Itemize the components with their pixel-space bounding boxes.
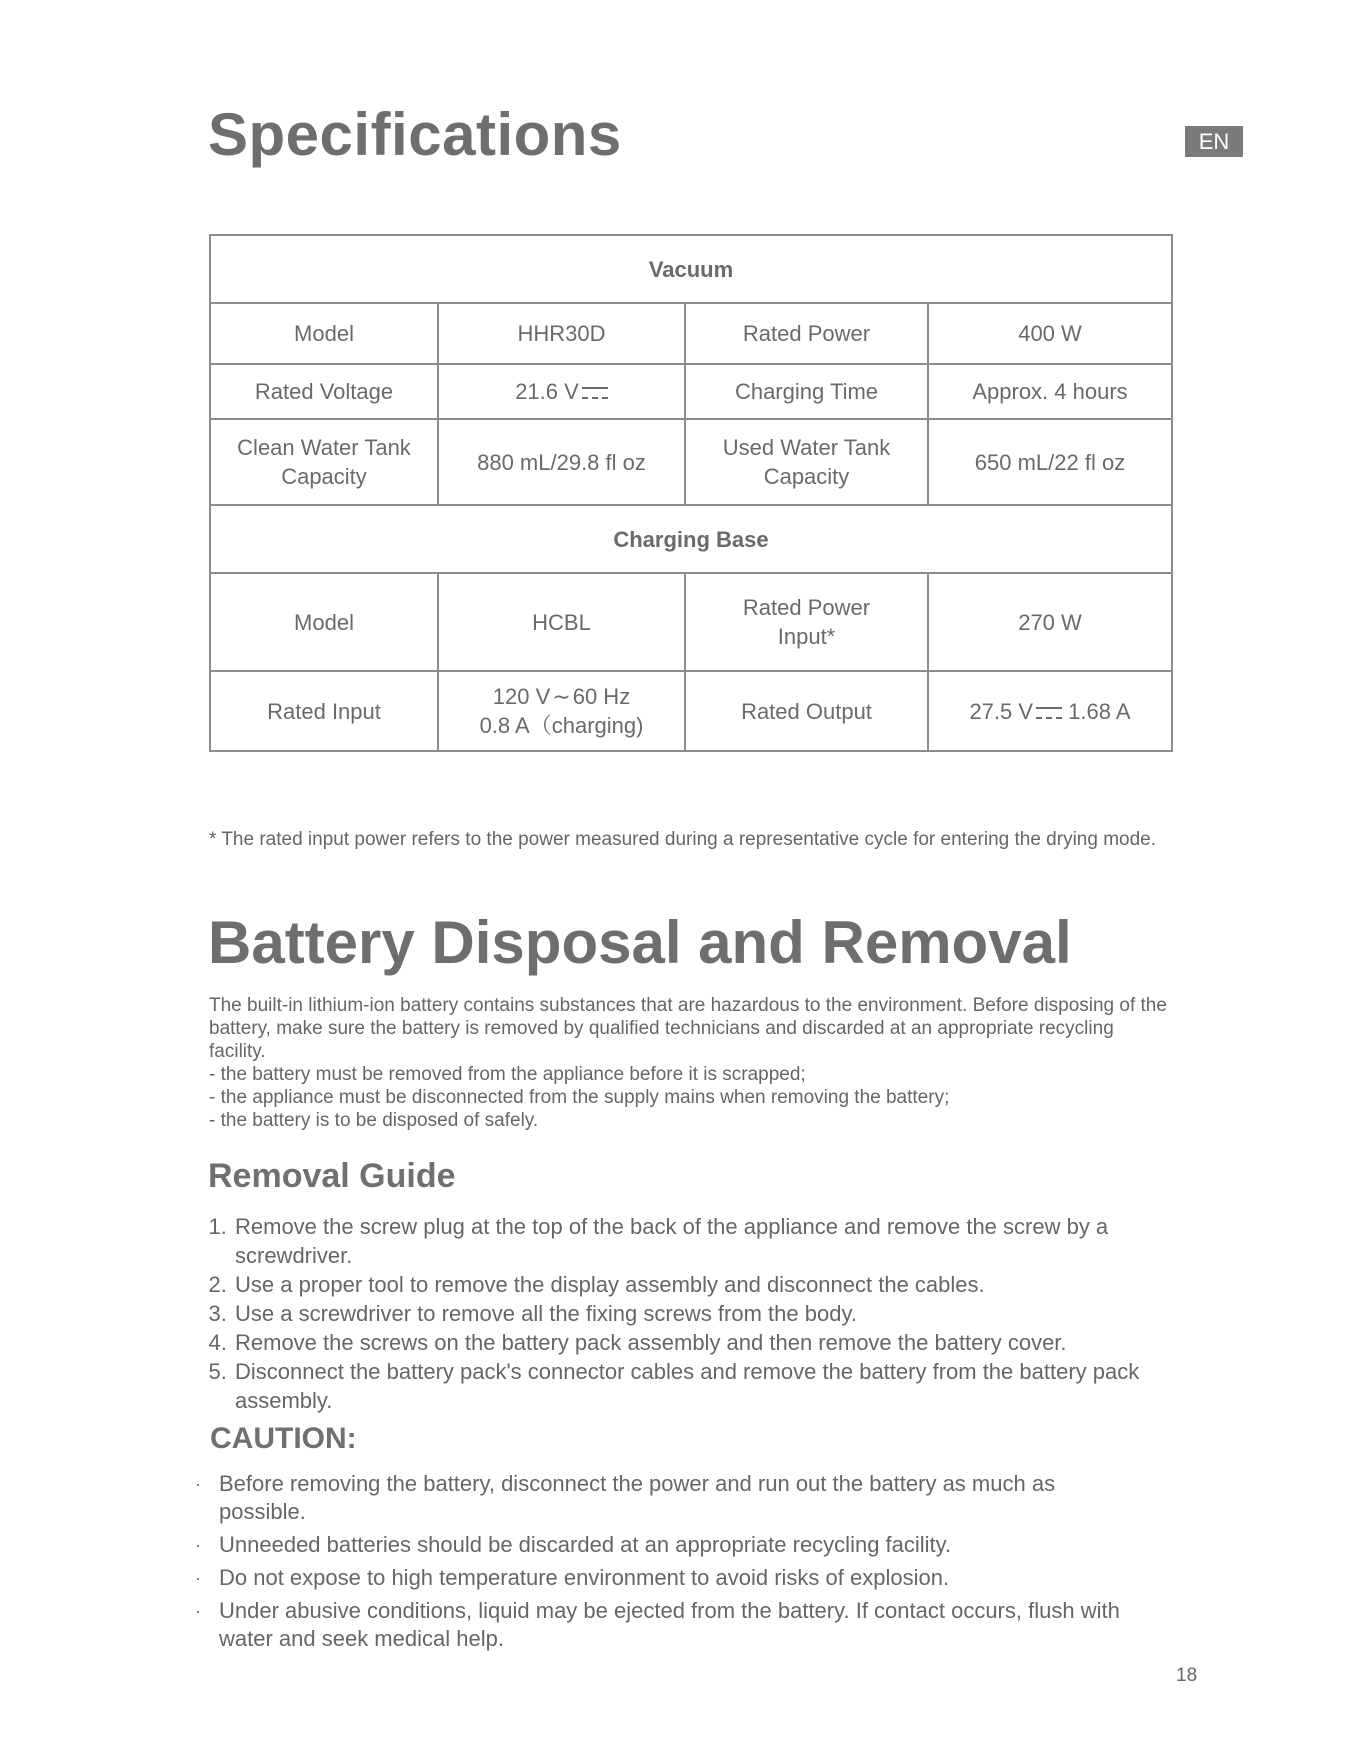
- rated-output-voltage: 27.5 V: [969, 698, 1034, 724]
- page-number: 18: [1176, 1665, 1198, 1686]
- bullet-icon: ·: [195, 1568, 201, 1588]
- caution-title: CAUTION:: [210, 1422, 357, 1455]
- page-title: Specifications: [208, 101, 622, 168]
- bullet-icon: ·: [195, 1535, 201, 1555]
- table-cell: Clean Water Tank Capacity: [210, 419, 438, 505]
- caution-list: [195, 1470, 1135, 1658]
- paragraph: The built-in lithium-ion battery contains substances that are hazardous to the environment. Before disposing of the battery, make sure the battery is removed by qualified technicians and discarded at an appropriate recycling facility.: [209, 995, 1167, 1062]
- bullet-icon: ·: [195, 1474, 201, 1494]
- table-cell: Rated Input: [210, 671, 438, 751]
- list-item: [195, 1531, 1135, 1559]
- table-cell: Rated Power Input*: [685, 573, 928, 671]
- table-cell: HCBL: [438, 573, 685, 671]
- table-cell: 270 W: [928, 573, 1172, 671]
- caution-text: Before removing the battery, disconnect the power and run out the battery as much as possible.: [219, 1471, 1056, 1524]
- dc-symbol-icon: [1036, 707, 1062, 719]
- list-item: [195, 1564, 1135, 1592]
- table-cell: 400 W: [928, 303, 1172, 364]
- rated-input-voltage: 120 V: [492, 684, 551, 709]
- table-cell: Rated Voltage: [210, 364, 438, 419]
- section-title-battery-disposal: Battery Disposal and Removal: [208, 909, 1072, 976]
- section-title-removal-guide: Removal Guide: [208, 1157, 456, 1195]
- table-row: [210, 364, 1172, 419]
- paragraph: - the battery is to be disposed of safely.: [209, 1110, 539, 1131]
- table-cell: HHR30D: [438, 303, 685, 364]
- table-cell: 650 mL/22 fl oz: [928, 419, 1172, 505]
- footnote: * The rated input power refers to the power measured during a representative cycle for entering the drying mode.: [209, 829, 1157, 850]
- table-cell: [438, 364, 685, 419]
- table-cell: [928, 671, 1172, 751]
- table-cell: Model: [210, 303, 438, 364]
- table-row: [210, 303, 1172, 364]
- table-cell: Rated Power: [685, 303, 928, 364]
- removal-steps-list: [209, 1212, 1183, 1415]
- caution-text: Unneeded batteries should be discarded at an appropriate recycling facility.: [219, 1532, 952, 1557]
- charging-base-section-header: Charging Base: [210, 505, 1172, 573]
- table-cell: Approx. 4 hours: [928, 364, 1172, 419]
- caution-text: Under abusive conditions, liquid may be ejected from the battery. If contact occurs, flush with water and seek medical help.: [219, 1598, 1120, 1651]
- voltage-value: 21.6 V: [515, 379, 579, 404]
- specifications-table: [209, 234, 1173, 752]
- disposal-text: [209, 994, 1169, 1132]
- list-item: 1. Remove the screw plug at the top of the back of the appliance and remove the screw by a screwdriver.: [233, 1212, 1183, 1270]
- table-row: [210, 419, 1172, 505]
- table-cell: [438, 671, 685, 751]
- table-cell: Model: [210, 573, 438, 671]
- table-row: [210, 573, 1172, 671]
- table-cell: Rated Output: [685, 671, 928, 751]
- list-item: [195, 1597, 1135, 1653]
- list-item: 2. Use a proper tool to remove the display assembly and disconnect the cables.: [233, 1270, 1183, 1299]
- dc-symbol-icon: [582, 387, 608, 399]
- caution-text: Do not expose to high temperature environment to avoid risks of explosion.: [219, 1565, 950, 1590]
- table-cell: 880 mL/29.8 fl oz: [438, 419, 685, 505]
- vacuum-section-header: Vacuum: [210, 235, 1172, 303]
- paragraph: - the battery must be removed from the appliance before it is scrapped;: [209, 1064, 806, 1085]
- rated-input-current: 0.8 A（charging): [479, 713, 644, 738]
- table-cell: Charging Time: [685, 364, 928, 419]
- bullet-icon: ·: [195, 1601, 201, 1621]
- ac-symbol-icon: ∼: [552, 684, 571, 709]
- rated-output-current: 1.68 A: [1068, 698, 1131, 724]
- rated-input-frequency: 60 Hz: [572, 684, 631, 709]
- list-item: 5. Disconnect the battery pack's connector cables and remove the battery from the battery pack assembly.: [233, 1357, 1183, 1415]
- language-badge: EN: [1185, 126, 1243, 157]
- list-item: 3. Use a screwdriver to remove all the fixing screws from the body.: [233, 1299, 1183, 1328]
- list-item: 4. Remove the screws on the battery pack assembly and then remove the battery cover.: [233, 1328, 1183, 1357]
- table-row: [210, 671, 1172, 751]
- list-item: [195, 1470, 1135, 1526]
- table-cell: Used Water Tank Capacity: [685, 419, 928, 505]
- paragraph: - the appliance must be disconnected from the supply mains when removing the battery;: [209, 1087, 950, 1108]
